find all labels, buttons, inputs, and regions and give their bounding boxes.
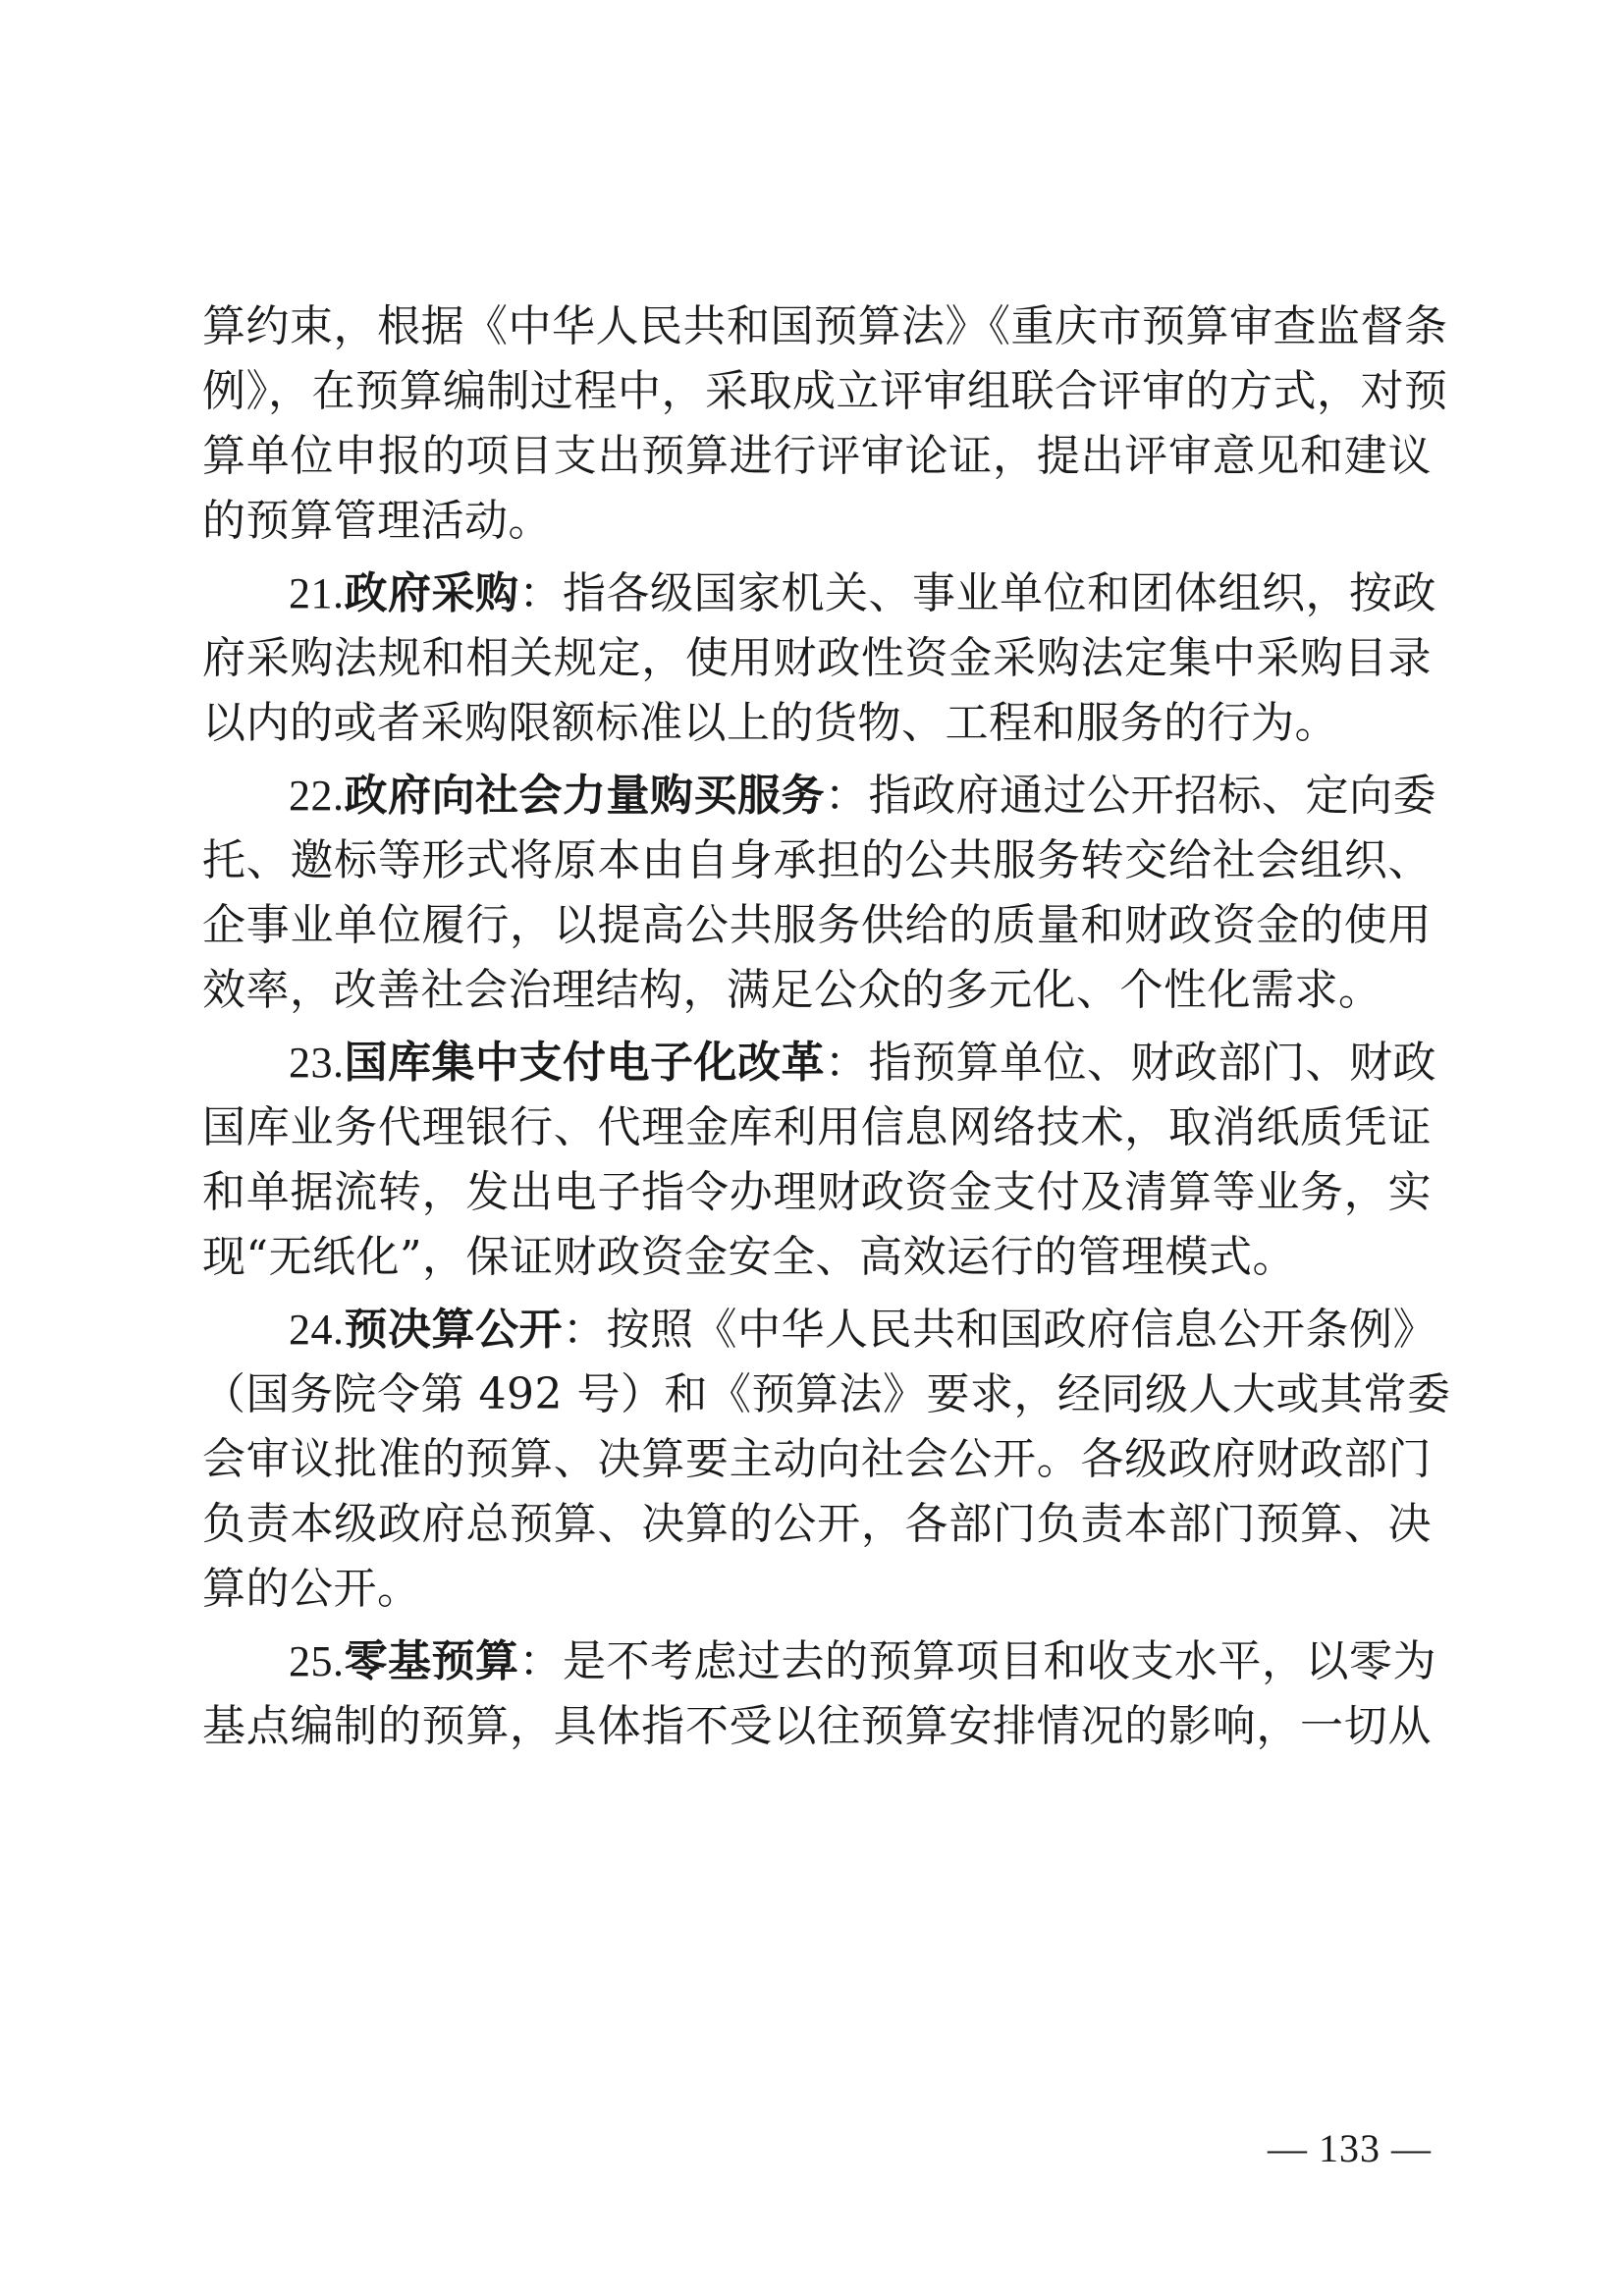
item-number: 23. [289, 1039, 345, 1087]
text-line: 现“无纸化”，保证财政资金安全、高效运行的管理模式。 [202, 1232, 1296, 1282]
text-line: 和单据流转，发出电子指令办理财政资金支付及清算等业务，实 [202, 1167, 1432, 1217]
document-body [202, 294, 1451, 1759]
definition-paragraph-21 [202, 561, 1436, 756]
term-heading: 预决算公开 [344, 1305, 563, 1355]
text-segment: ：按照《中华人民共和国政府信息公开条例》 [563, 1305, 1436, 1355]
definition-paragraph-24 [202, 1298, 1451, 1622]
item-number: 25. [289, 1637, 345, 1685]
text-line [202, 1298, 1436, 1362]
item-number: 21. [289, 569, 345, 617]
item-number: 24. [289, 1306, 345, 1354]
text-line: 托、邀标等形式将原本由自身承担的公共服务转交给社会组织、 [202, 835, 1432, 885]
text-line: 基点编制的预算，具体指不受以往预算安排情况的影响，一切从 [202, 1701, 1432, 1751]
text-segment: ：指政府通过公开招标、定向委 [825, 771, 1436, 821]
text-line: 算约束，根据《中华人民共和国预算法》《重庆市预算审查监督条 [202, 301, 1448, 351]
text-line: 算单位申报的项目支出预算进行评审论证，提出评审意见和建议 [202, 431, 1432, 481]
text-line: 算的公开。 [202, 1564, 421, 1614]
text-line: 负责本级政府总预算、决算的公开，各部门负责本部门预算、决 [202, 1499, 1432, 1549]
term-heading: 政府采购 [344, 568, 519, 618]
text-line: 国库业务代理银行、代理金库利用信息网络技术，取消纸质凭证 [202, 1102, 1432, 1152]
page-number: — 133 — [1268, 2126, 1432, 2170]
text-segment: ：指各级国家机关、事业单位和团体组织，按政 [518, 568, 1436, 618]
text-line: 效率，改善社会治理结构，满足公众的多元化、个性化需求。 [202, 965, 1382, 1015]
paragraph-continuation [202, 294, 1448, 554]
term-heading: 国库集中支付电子化改革 [344, 1038, 825, 1088]
text-line: 例》，在预算编制过程中，采取成立评审组联合评审的方式，对预 [202, 366, 1448, 416]
text-line: 府采购法规和相关规定，使用财政性资金采购法定集中采购目录 [202, 633, 1432, 683]
text-line [202, 1031, 1436, 1095]
text-segment: ：指预算单位、财政部门、财政 [825, 1038, 1436, 1088]
text-segment: ：是不考虑过去的预算项目和收支水平，以零为 [518, 1636, 1436, 1686]
term-heading: 政府向社会力量购买服务 [344, 771, 825, 821]
text-line: 以内的或者采购限额标准以上的货物、工程和服务的行为。 [202, 698, 1338, 748]
text-line [202, 1629, 1436, 1694]
definition-paragraph-25 [202, 1629, 1436, 1759]
text-line [202, 561, 1436, 626]
text-line: 会审议批准的预算、决算要主动向社会公开。各级政府财政部门 [202, 1434, 1432, 1484]
text-line: 企事业单位履行，以提高公共服务供给的质量和财政资金的使用 [202, 900, 1432, 950]
definition-paragraph-22 [202, 764, 1436, 1023]
item-number: 22. [289, 772, 345, 820]
definition-paragraph-23 [202, 1031, 1436, 1290]
text-line: 的预算管理活动。 [202, 496, 552, 546]
text-line [202, 764, 1436, 828]
term-heading: 零基预算 [344, 1636, 519, 1686]
text-line: （国务院令第 492 号）和《预算法》要求，经同级人大或其常委 [202, 1369, 1451, 1419]
